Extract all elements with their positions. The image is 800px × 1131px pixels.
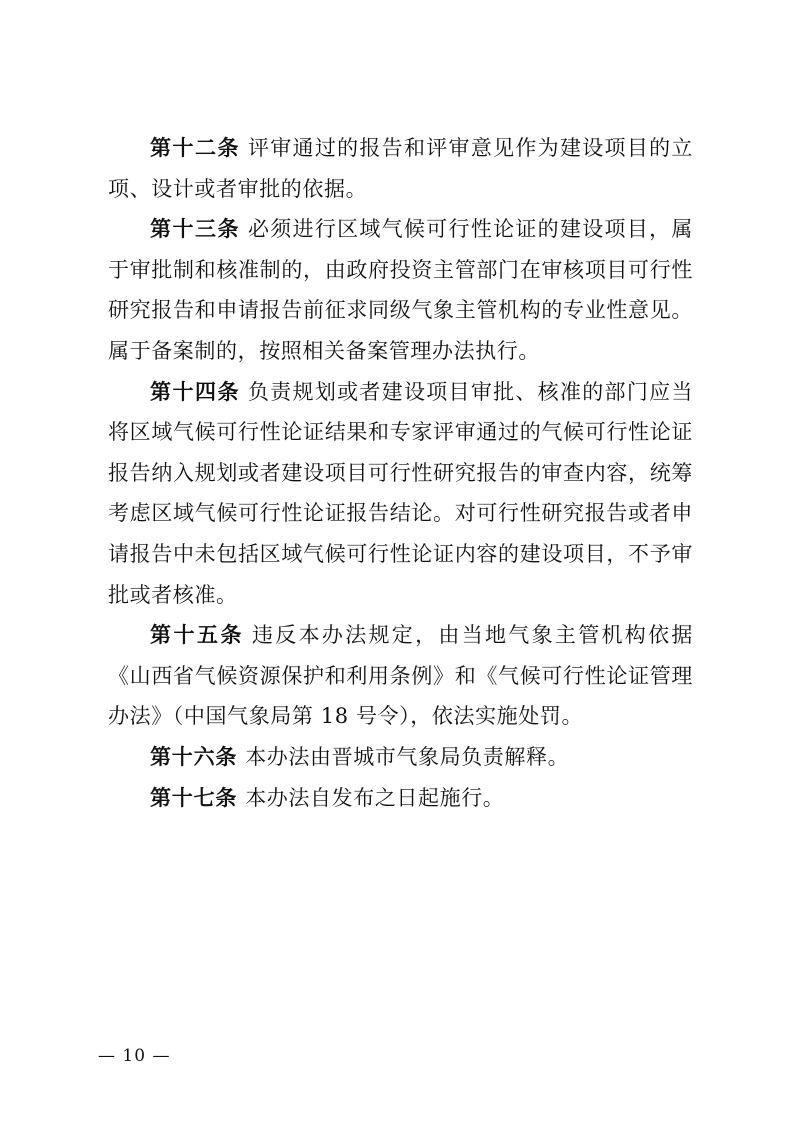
article-text: 本办法由晋城市气象局负责解释。 [245, 744, 570, 769]
article-title: 第十四条 [150, 379, 240, 404]
article-17 [108, 778, 693, 819]
article-text: 本办法自发布之日起施行。 [245, 785, 505, 810]
article-title: 第十六条 [150, 744, 238, 769]
article-text: 负责规划或者建设项目审批、核准的部门应当将区域气候可行性论证结果和专家评审通过的气候可行性论证报告纳入规划或者建设项目可行性研究报告的审查内容，统筹考虑区域气候可行性论证报告结论。对可行性研究报告或者申请报告中未包括区域气候可行性论证内容的建设项目，不予审批或者核准。 [108, 379, 694, 607]
article-12 [108, 128, 693, 209]
article-13 [108, 209, 693, 371]
document-body [108, 128, 693, 818]
article-14 [108, 372, 693, 616]
article-text: 必须进行区域气候可行性论证的建设项目，属于审批制和核准制的，由政府投资主管部门在审核项目可行性研究报告和申请报告前征求同级气象主管机构的专业性意见。属于备案制的，按照相关备案管理办法执行。 [108, 217, 694, 363]
article-title: 第十三条 [150, 217, 240, 242]
article-text: 违反本办法规定，由当地气象主管机构依据《山西省气候资源保护和利用条例》和《气候可行性论证管理办法》（中国气象局第 18 号令），依法实施处罚。 [108, 623, 693, 729]
article-title: 第十二条 [150, 136, 240, 160]
article-title: 第十五条 [150, 623, 244, 648]
page-number: — 10 — [98, 1046, 171, 1066]
article-15 [108, 615, 693, 737]
article-text: 评审通过的报告和评审意见作为建设项目的立项、设计或者审批的依据。 [108, 136, 694, 201]
article-16 [108, 737, 693, 778]
article-title: 第十七条 [150, 785, 238, 810]
